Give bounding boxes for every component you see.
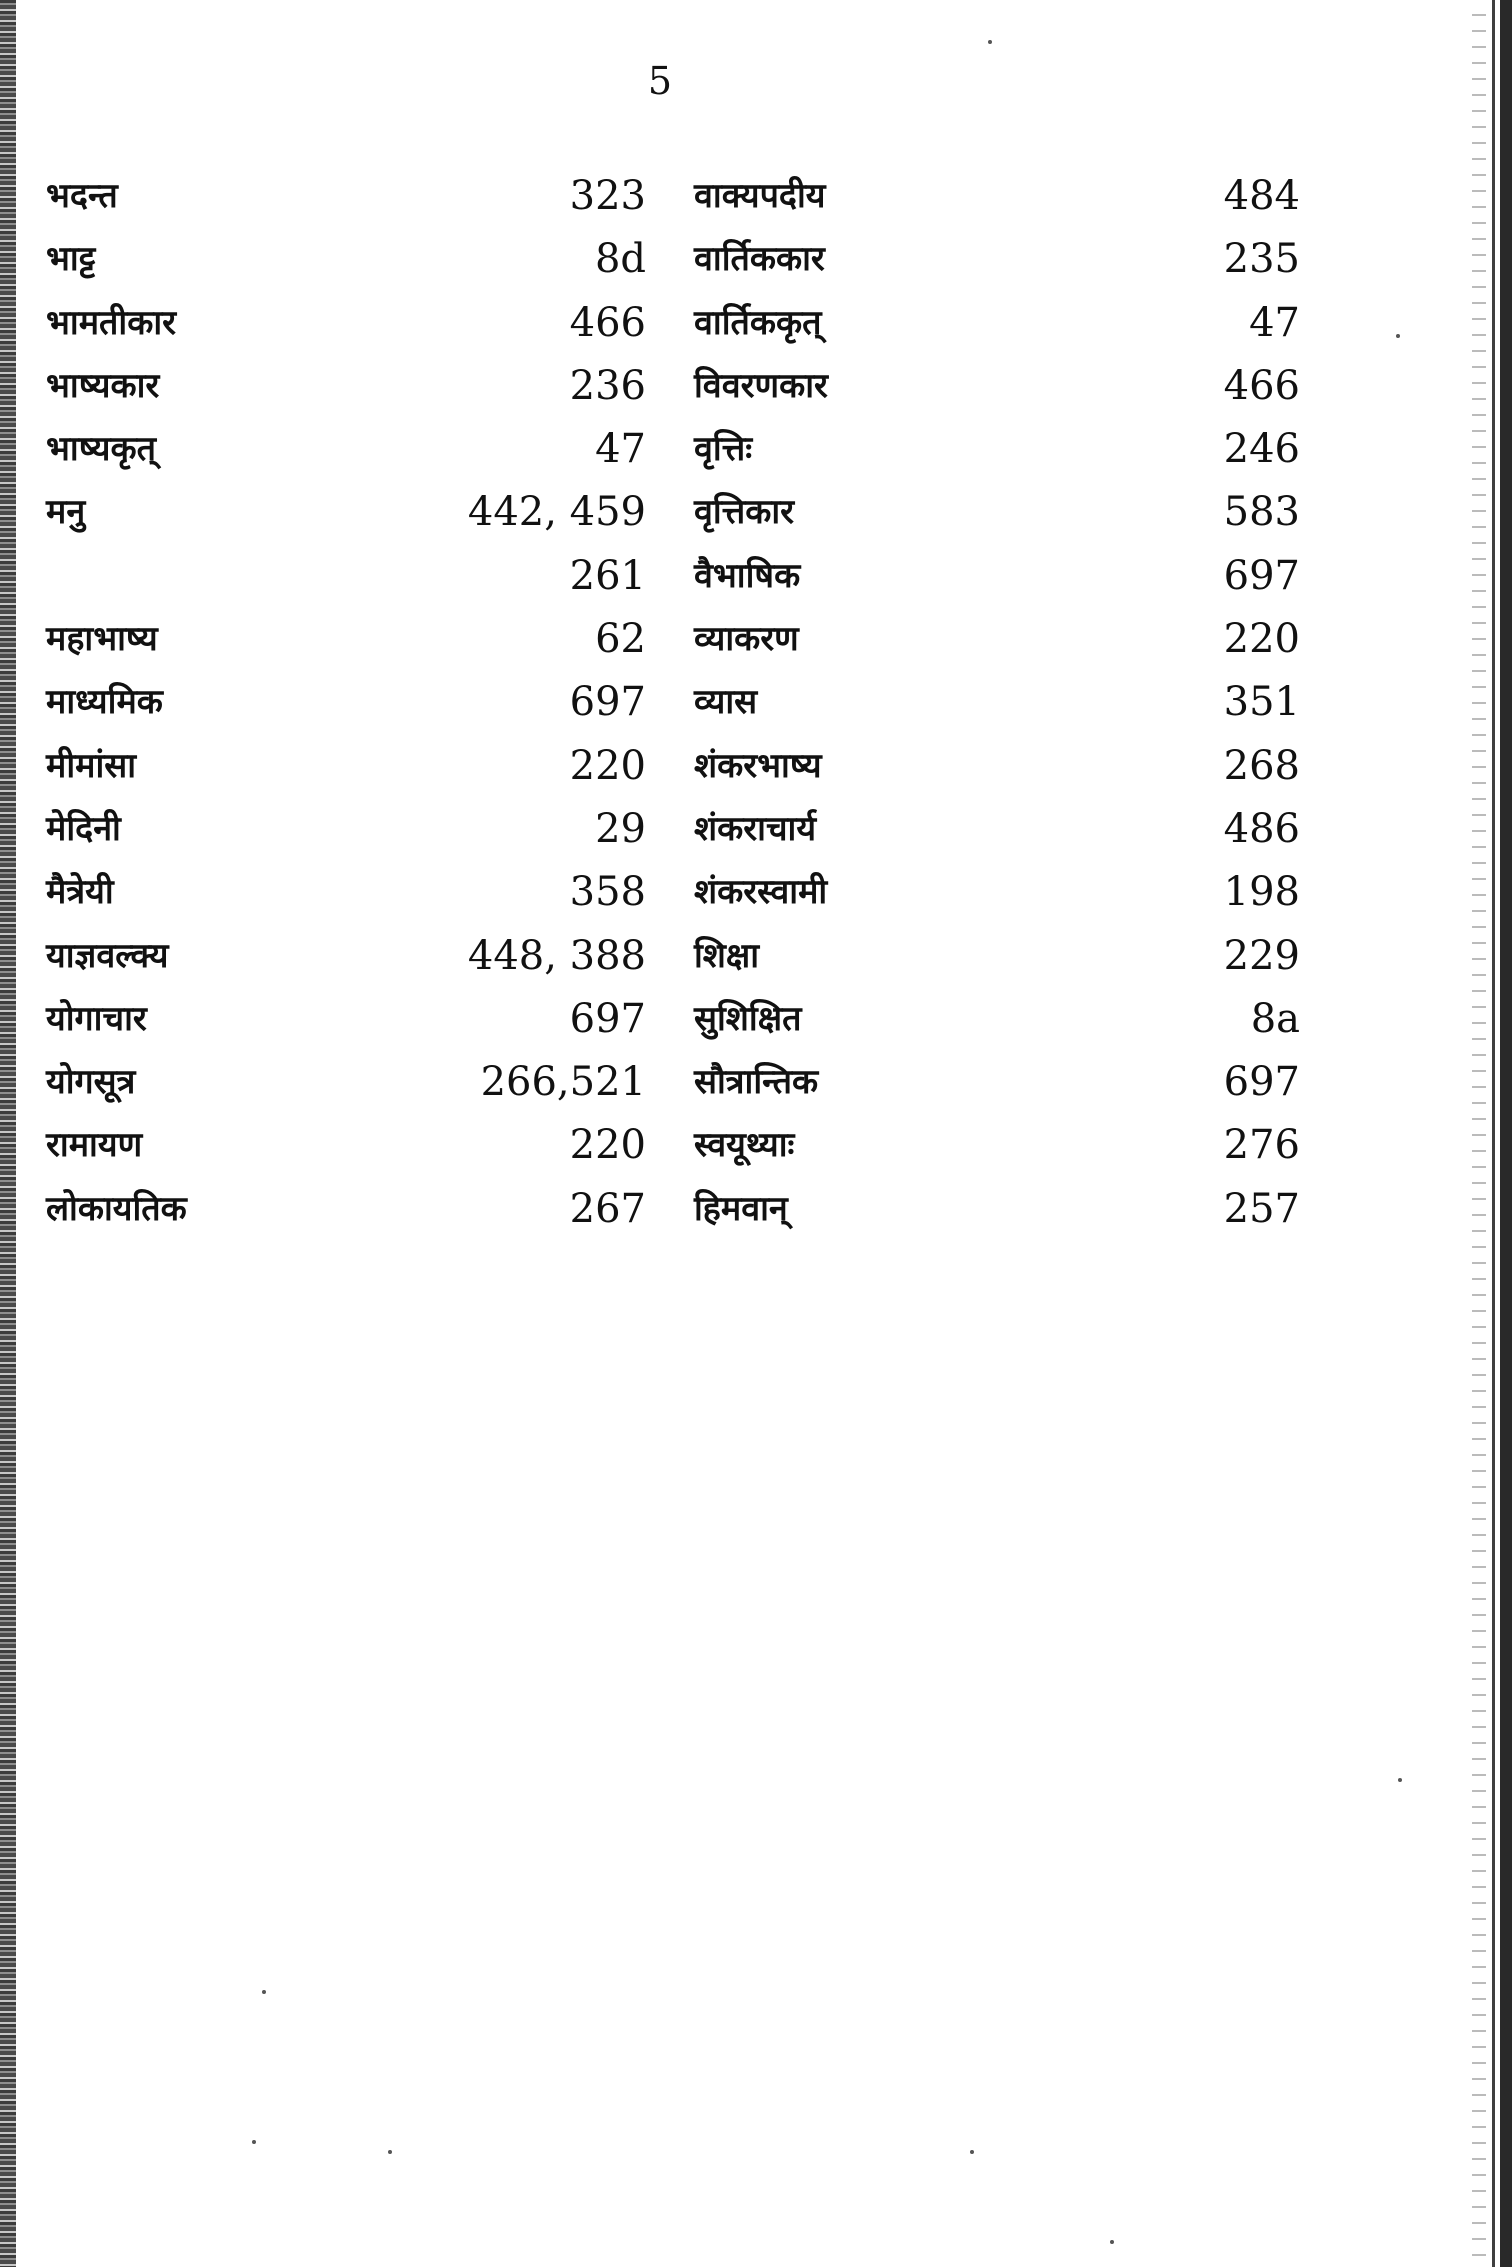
index-term: महाभाष्य [46,619,158,660]
index-row [46,548,1300,611]
index-page-ref: 220 [569,742,646,789]
index-page-ref: 697 [1223,1059,1300,1106]
page-number: 5 [647,59,673,103]
index-page-ref: 276 [1223,1122,1300,1169]
index-page-ref: 235 [1223,236,1300,283]
index-page-ref: 266,521 [480,1059,646,1106]
scan-right-edge [1486,0,1512,2267]
index-row [46,358,1300,421]
index-table [46,168,1300,1244]
index-page-ref: 8a [1250,995,1300,1042]
index-term: वाक्यपदीय [694,176,826,216]
index-row [46,801,1300,864]
scan-right-noise [1472,0,1486,2267]
scan-left-edge [0,0,16,2267]
scan-speck [388,2150,392,2154]
index-row [46,611,1300,674]
scan-speck [252,2140,256,2144]
index-page-ref: 466 [1223,362,1300,409]
index-page-ref: 236 [569,362,646,409]
scan-speck [1398,1778,1402,1782]
index-term: याज्ञवल्क्य [46,935,169,976]
index-page-ref: 583 [1223,489,1300,536]
scan-speck [1110,2240,1114,2244]
index-page-ref: 697 [569,995,646,1042]
scan-speck [970,2150,974,2154]
index-row [46,674,1300,737]
index-page-ref: 62 [595,616,646,663]
index-page-ref: 267 [569,1185,646,1232]
index-page-ref: 198 [1223,869,1300,916]
index-term: व्याकरण [694,619,799,660]
index-page-ref: 220 [569,1122,646,1169]
index-term: वैभाषिक [694,555,801,596]
index-row [46,991,1300,1054]
index-page-ref: 229 [1223,932,1300,979]
scan-speck [262,1990,266,1994]
index-page-ref: 47 [595,426,646,473]
index-page-ref: 358 [569,869,646,916]
index-term: योगसूत्र [46,1062,136,1103]
index-page-ref: 697 [1223,552,1300,599]
index-row [46,928,1300,991]
index-page-ref: 448, 388 [467,932,646,979]
index-term: शंकराचार्य [694,808,817,849]
index-page-ref: 220 [1223,616,1300,663]
index-term: शंकरभाष्य [694,745,822,786]
index-term: लोकायतिक [46,1188,187,1229]
index-term: मीमांसा [46,745,137,786]
index-term: भाष्यकार [46,365,160,406]
index-row [46,738,1300,801]
index-term: सुशिक्षित [694,998,802,1039]
index-term: भाष्यकृत् [46,429,156,470]
index-page-ref: 47 [1249,299,1300,346]
index-page-ref: 261 [569,552,646,599]
index-term: वार्तिककार [694,239,825,280]
index-row [46,484,1300,547]
index-term: वृत्तिकार [694,492,795,533]
index-page-ref: 484 [1223,173,1300,219]
index-row [46,168,1300,231]
index-row [46,864,1300,927]
index-term: भाट्ट [46,239,96,280]
index-term: मनु [46,492,86,533]
index-term: मैत्रेयी [46,872,114,913]
index-term: माध्यमिक [46,682,163,723]
index-row [46,421,1300,484]
index-page-ref: 268 [1223,742,1300,789]
scan-speck [1396,334,1400,338]
scan-speck [988,40,992,44]
index-page-ref: 246 [1223,426,1300,473]
index-term: भदन्त [46,176,118,216]
index-term: विवरणकार [694,365,828,406]
index-term: वृत्तिः [694,429,753,470]
index-page-ref: 486 [1223,805,1300,852]
index-term: हिमवान् [694,1188,788,1229]
index-page-ref: 351 [1223,679,1300,726]
index-term: मेदिनी [46,808,121,849]
index-term: वार्तिककृत् [694,302,822,343]
index-row [46,231,1300,294]
index-term: रामायण [46,1125,143,1166]
index-row [46,1181,1300,1244]
index-page-ref: 697 [569,679,646,726]
index-page-ref: 323 [569,173,646,219]
index-term: व्यास [694,682,758,723]
index-term: शिक्षा [694,935,760,976]
index-page-ref: 442, 459 [467,489,646,536]
index-term: शंकरस्वामी [694,872,828,913]
index-term: स्वयूथ्याः [694,1125,795,1166]
index-page-ref: 29 [595,805,646,852]
index-row [46,1117,1300,1180]
index-page-ref: 257 [1223,1185,1300,1232]
index-page-ref: 8d [594,236,646,283]
index-term: भामतीकार [46,302,177,343]
index-page-ref: 466 [569,299,646,346]
index-row [46,295,1300,358]
index-term: सौत्रान्तिक [694,1062,819,1103]
index-term: योगाचार [46,998,147,1039]
index-row [46,1054,1300,1117]
